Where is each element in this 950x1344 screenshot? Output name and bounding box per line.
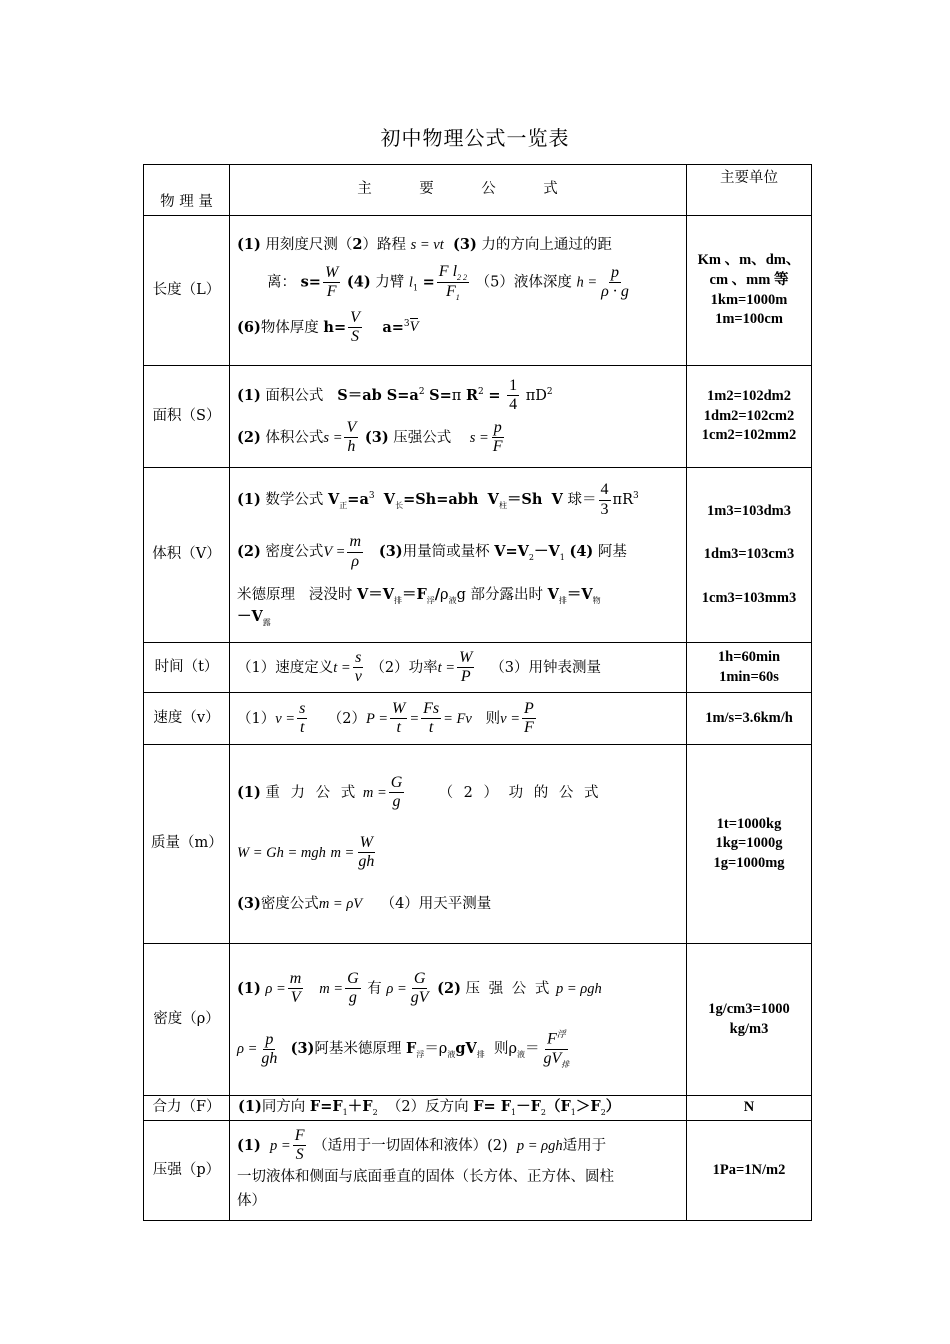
text: 液 xyxy=(447,1050,456,1060)
text: g xyxy=(456,586,466,603)
text: 浮 xyxy=(426,595,435,605)
text: （1）速度定义 xyxy=(237,659,334,676)
text: = Fv xyxy=(443,710,472,727)
text: 1m3=103dm3 xyxy=(707,502,791,519)
text: ρ = xyxy=(386,980,407,997)
text: 阿基米德原理 xyxy=(314,1041,402,1058)
fraction-quarter xyxy=(507,377,519,415)
fraction-m-rho xyxy=(347,533,363,571)
text: (4) xyxy=(569,543,594,561)
text: 1dm3=103cm3 xyxy=(703,546,795,563)
text: h= xyxy=(323,318,347,336)
denominator: 4 xyxy=(509,396,518,414)
text: 2 xyxy=(372,1108,378,1118)
table-row-mass xyxy=(144,745,812,944)
text: （ 2 ） 功 的 公 式 xyxy=(438,784,602,801)
text: 用量筒或量杯 xyxy=(402,544,490,561)
formula-pressure xyxy=(230,1121,687,1221)
text: v = xyxy=(500,710,521,727)
text: 用刻度尺测（ xyxy=(265,236,353,253)
text: t = xyxy=(333,659,351,676)
text: s = xyxy=(323,429,343,446)
text: (6) xyxy=(237,318,261,336)
numerator: G xyxy=(345,970,361,989)
text: ρ = xyxy=(265,980,286,997)
numerator: 4 xyxy=(599,481,611,500)
quantity-volume: 体积（V） xyxy=(144,468,230,643)
text: 浮 xyxy=(416,1050,425,1060)
text: cm 、mm 等 xyxy=(709,271,789,288)
text: P = xyxy=(366,710,389,727)
header-formula: 主 要 公 式 xyxy=(230,165,687,216)
header-unit: 主要单位 xyxy=(687,165,812,216)
text: 同方向 xyxy=(261,1099,306,1116)
fraction-f-s xyxy=(293,1127,307,1165)
quantity-force: 合力（F） xyxy=(144,1096,230,1121)
text: 2 2 xyxy=(457,273,468,283)
denominator: P xyxy=(460,668,471,685)
text: 有 xyxy=(367,980,382,997)
text: (2) xyxy=(437,979,461,997)
text: －V xyxy=(237,607,263,625)
numerator: m xyxy=(347,533,363,552)
text: (1) xyxy=(237,235,261,253)
denominator: gh xyxy=(358,853,375,871)
text: 密度公式 xyxy=(265,544,324,561)
denominator: h xyxy=(347,437,356,455)
numerator: p xyxy=(609,264,621,283)
text: ＝Sh xyxy=(506,491,543,509)
text: 1 xyxy=(559,553,565,563)
text: t = xyxy=(437,659,456,676)
text: = xyxy=(422,273,435,291)
text: （5）液体深度 xyxy=(475,274,572,291)
text: （4）用天平测量 xyxy=(380,895,492,912)
text: m = xyxy=(362,784,387,801)
text: 数学公式 xyxy=(265,492,324,509)
denominator: t xyxy=(428,719,434,736)
denominator: g xyxy=(348,989,357,1007)
text: (1) xyxy=(237,979,261,997)
table-row-length xyxy=(144,216,812,366)
text: 排 xyxy=(393,595,402,605)
text: 1g=1000mg xyxy=(713,854,785,871)
fraction-p-f xyxy=(522,700,536,738)
text: (2) xyxy=(237,543,261,561)
text: F xyxy=(546,1030,557,1048)
unit-mass xyxy=(687,745,812,944)
denominator: S xyxy=(295,1146,304,1164)
table-row-time xyxy=(144,643,812,693)
numerator: W xyxy=(358,834,375,853)
text: V=V xyxy=(494,543,529,561)
table-header-row xyxy=(144,165,812,216)
text: V xyxy=(383,491,396,509)
denominator: ρ xyxy=(351,552,360,570)
text: πR xyxy=(612,492,633,509)
fraction-g-gv xyxy=(409,970,431,1008)
text: πD xyxy=(525,387,547,404)
text: (1) xyxy=(237,783,261,801)
text: 1 xyxy=(342,1108,348,1118)
table-row-speed xyxy=(144,693,812,745)
text: ＝V xyxy=(566,585,593,603)
denominator xyxy=(541,1050,571,1069)
quantity-mass: 质量（m） xyxy=(144,745,230,944)
denominator: F xyxy=(524,719,534,736)
text: kg/m3 xyxy=(729,1020,769,1037)
text: 浸没时 xyxy=(308,586,353,603)
text: 1cm2=102mm2 xyxy=(701,427,797,444)
text: （1） xyxy=(237,710,276,727)
text: =a xyxy=(347,491,369,509)
text: ＝F xyxy=(401,585,427,603)
quantity-time: 时间（t） xyxy=(144,643,230,693)
fraction-s-t xyxy=(297,700,307,738)
text: m = xyxy=(330,844,355,861)
text: = xyxy=(488,386,501,404)
text: 1 xyxy=(570,1108,576,1118)
text: F xyxy=(446,283,456,301)
text: 2 xyxy=(478,386,484,397)
text: 物体厚度 xyxy=(260,319,319,336)
numerator xyxy=(545,1029,568,1050)
denominator: ρ · g xyxy=(601,283,629,301)
text: m = xyxy=(319,980,344,997)
unit-volume xyxy=(687,468,812,643)
text: p = xyxy=(270,1137,291,1154)
text: F= F xyxy=(473,1098,512,1116)
text: ＝ρ xyxy=(424,1041,448,1058)
text: (3) xyxy=(453,235,477,253)
text: (3) xyxy=(364,428,389,446)
formula-volume xyxy=(230,468,687,643)
denominator: V xyxy=(290,989,301,1007)
text: ＋F xyxy=(347,1098,373,1116)
fraction-g-g xyxy=(345,970,361,1008)
fraction-lever-arm xyxy=(437,263,469,302)
denominator: gh xyxy=(261,1049,278,1067)
table-row-volume xyxy=(144,468,812,643)
text: 2 xyxy=(546,386,553,397)
formula-area xyxy=(230,366,687,468)
header-quantity: 物 理 量 xyxy=(144,165,230,216)
denominator: gV xyxy=(410,989,429,1007)
text: 1min=60s xyxy=(719,668,779,685)
text: ） xyxy=(605,1098,621,1116)
numerator: 1 xyxy=(507,377,519,396)
text: 则 xyxy=(493,1041,509,1058)
text: 面积公式 xyxy=(265,387,324,404)
unit-length xyxy=(687,216,812,366)
text: V xyxy=(551,491,563,509)
text: h = xyxy=(576,274,598,291)
text: 2 xyxy=(528,553,534,563)
table-row-density xyxy=(144,944,812,1096)
unit-pressure: 1Pa=1N/m2 xyxy=(687,1121,812,1221)
numerator: s xyxy=(297,700,307,719)
text: 米德原理 xyxy=(237,586,295,603)
fraction-p-rho-g xyxy=(599,264,631,302)
text: 1km=1000m xyxy=(710,291,788,308)
numerator: s xyxy=(353,649,363,668)
text: = xyxy=(409,710,420,727)
text: 3 xyxy=(633,491,639,502)
text: (2) xyxy=(237,428,261,446)
quantity-length: 长度（L） xyxy=(144,216,230,366)
denominator: F xyxy=(326,283,337,301)
numerator: W xyxy=(323,264,340,283)
text: ρ = xyxy=(237,1041,258,1058)
text: （适用于一切固体和液体）(2) xyxy=(313,1137,508,1154)
text: 1kg=1000g xyxy=(715,835,783,852)
text: 压强公式 xyxy=(393,429,452,446)
formula-s-vt: s = vt xyxy=(410,236,444,253)
fraction-fs-t xyxy=(421,700,441,738)
text: 1dm2=102cm2 xyxy=(703,407,795,424)
text: (3) xyxy=(378,543,403,561)
fraction-v-s xyxy=(348,309,362,347)
quantity-pressure: 压强（p） xyxy=(144,1121,230,1221)
numerator: F xyxy=(293,1127,307,1146)
fraction-buoyancy xyxy=(541,1029,571,1069)
text: 2 xyxy=(418,386,425,397)
denominator xyxy=(444,283,462,302)
text: 1g/cm3=1000 xyxy=(708,1000,790,1017)
text: ρ xyxy=(440,586,449,603)
text: 1 xyxy=(455,293,460,303)
text: gV xyxy=(455,1040,477,1058)
text: （2）功率 xyxy=(370,659,438,676)
text: 排 xyxy=(476,1050,485,1060)
text: F l xyxy=(438,263,458,281)
text: v = xyxy=(275,710,296,727)
text: V＝V xyxy=(356,585,394,603)
text: (3) xyxy=(290,1040,315,1058)
text: m = ρV xyxy=(318,895,363,912)
text: 液 xyxy=(448,595,457,605)
text: S= xyxy=(429,386,452,404)
text: gV xyxy=(543,1050,562,1068)
numerator: W xyxy=(457,649,474,668)
fraction-four-thirds xyxy=(599,481,611,519)
page-title: 初中物理公式一览表 xyxy=(380,126,570,150)
text: V xyxy=(547,585,559,603)
text: p = ρgh xyxy=(555,980,602,997)
text: 力臂 xyxy=(375,274,405,291)
text: 一切液体和侧面与底面垂直的固体（长方体、正方体、圆柱 xyxy=(237,1168,614,1185)
text: 1m2=102dm2 xyxy=(707,388,791,405)
numerator: G xyxy=(412,970,428,989)
text: =Sh=abh xyxy=(403,491,479,509)
formula-length xyxy=(230,216,687,366)
text: ）路程 xyxy=(362,236,407,253)
text: －F xyxy=(516,1098,541,1116)
text: 阿基 xyxy=(597,544,627,561)
text: 排 xyxy=(558,595,567,605)
denominator: 3 xyxy=(600,500,609,518)
text: (1) xyxy=(237,491,261,509)
unit-density xyxy=(687,944,812,1096)
unit-time xyxy=(687,643,812,693)
text: 压 强 公 式 xyxy=(465,980,552,997)
table-row-force xyxy=(144,1096,812,1121)
text: 1 xyxy=(511,1108,517,1118)
quantity-density: 密度（ρ） xyxy=(144,944,230,1096)
text: 力的方向上通过的距 xyxy=(481,236,612,253)
text: / xyxy=(434,585,441,603)
denominator: F xyxy=(492,437,503,455)
fraction-w-gh xyxy=(356,834,376,872)
numerator xyxy=(437,263,469,283)
text: 2 xyxy=(540,1108,546,1118)
text: 3 xyxy=(403,318,410,329)
text: （2） xyxy=(327,710,366,727)
text: 重 力 公 式 xyxy=(265,784,359,801)
text: V xyxy=(328,491,340,509)
text: F xyxy=(406,1040,417,1058)
numerator: V xyxy=(348,309,362,328)
fraction-p-f xyxy=(491,419,505,457)
unit-area xyxy=(687,366,812,468)
text: W = Gh = mgh xyxy=(237,844,326,861)
text: 1 xyxy=(412,283,419,293)
fraction-v-h xyxy=(344,419,358,457)
text: 1h=60min xyxy=(717,648,781,665)
numerator: G xyxy=(389,774,405,793)
text: s= xyxy=(300,273,321,291)
text: R xyxy=(465,386,478,404)
fraction-p-gh xyxy=(259,1031,279,1069)
table-row-pressure xyxy=(144,1121,812,1221)
text: 离： xyxy=(267,274,296,291)
text: 柱 xyxy=(498,501,507,511)
text: 部分露出时 xyxy=(470,586,543,603)
unit-speed: 1m/s=3.6km/h xyxy=(687,693,812,745)
text: (4) xyxy=(346,273,371,291)
text: 1t=1000kg xyxy=(716,815,782,832)
denominator: t xyxy=(299,719,305,736)
formula-table xyxy=(143,164,812,1221)
text: ＝ xyxy=(524,1041,540,1058)
text: 物 xyxy=(592,595,601,605)
text: 浮 xyxy=(556,1029,566,1040)
numerator: p xyxy=(263,1031,275,1050)
text: (1) xyxy=(237,1136,261,1154)
text: 体积公式 xyxy=(265,429,324,446)
formula-speed xyxy=(230,693,687,745)
text: l xyxy=(408,274,413,291)
text: ρ xyxy=(508,1041,517,1058)
text: 体） xyxy=(237,1193,266,1210)
denominator: v xyxy=(354,668,362,685)
text: 正 xyxy=(339,501,348,511)
text: (1) xyxy=(237,386,261,404)
text: 1m=100cm xyxy=(715,311,783,328)
numerator: V xyxy=(344,419,358,438)
text: (3) xyxy=(237,894,261,912)
cube-root-v: V xyxy=(409,319,419,336)
text: 露 xyxy=(262,617,271,627)
text: 则 xyxy=(485,710,501,727)
numerator: Fs xyxy=(421,700,441,719)
text: （F xyxy=(546,1098,571,1116)
numerator: W xyxy=(390,700,407,719)
numerator: p xyxy=(492,419,504,438)
text: 排 xyxy=(561,1060,570,1070)
text: 密度公式 xyxy=(260,895,319,912)
quantity-speed: 速度（v） xyxy=(144,693,230,745)
text: Km 、m、dm、 xyxy=(697,252,801,269)
table-row-area xyxy=(144,366,812,468)
text: 适用于 xyxy=(562,1137,607,1154)
text: F=F xyxy=(309,1098,343,1116)
denominator: g xyxy=(392,793,401,811)
fraction-s-v xyxy=(353,649,364,687)
fraction-w-f xyxy=(323,264,340,302)
text: 2 xyxy=(600,1108,606,1118)
text: ＞F xyxy=(575,1098,601,1116)
text: π xyxy=(451,387,462,404)
formula-force xyxy=(230,1096,687,1121)
formula-mass xyxy=(230,745,687,944)
text: （3）用钟表测量 xyxy=(490,659,601,676)
text: 1cm3=103mm3 xyxy=(701,589,797,606)
text: （2）反方向 xyxy=(386,1099,469,1116)
text: 长 xyxy=(395,501,404,511)
text: 3 xyxy=(368,491,375,502)
unit-force: N xyxy=(687,1096,812,1121)
text: 液 xyxy=(516,1050,525,1060)
fraction-g-g xyxy=(389,774,405,812)
text: V = xyxy=(323,544,346,561)
text: －V xyxy=(534,543,560,561)
numerator: m xyxy=(288,970,304,989)
denominator: S xyxy=(351,327,360,345)
text: V xyxy=(487,491,499,509)
denominator: t xyxy=(396,719,401,736)
text: a= xyxy=(382,318,404,336)
text: 2 xyxy=(352,235,363,253)
text: (1) xyxy=(238,1098,262,1116)
fraction-w-t xyxy=(390,700,407,738)
text: s = xyxy=(469,429,489,446)
quantity-area: 面积（S） xyxy=(144,366,230,468)
numerator: P xyxy=(522,700,536,719)
fraction-m-v xyxy=(288,970,304,1008)
text: S＝ab S=a xyxy=(337,386,419,404)
formula-time xyxy=(230,643,687,693)
text: p = ρgh xyxy=(516,1137,563,1154)
formula-density xyxy=(230,944,687,1096)
text: 球＝ xyxy=(567,492,597,509)
fraction-w-p xyxy=(457,649,474,687)
